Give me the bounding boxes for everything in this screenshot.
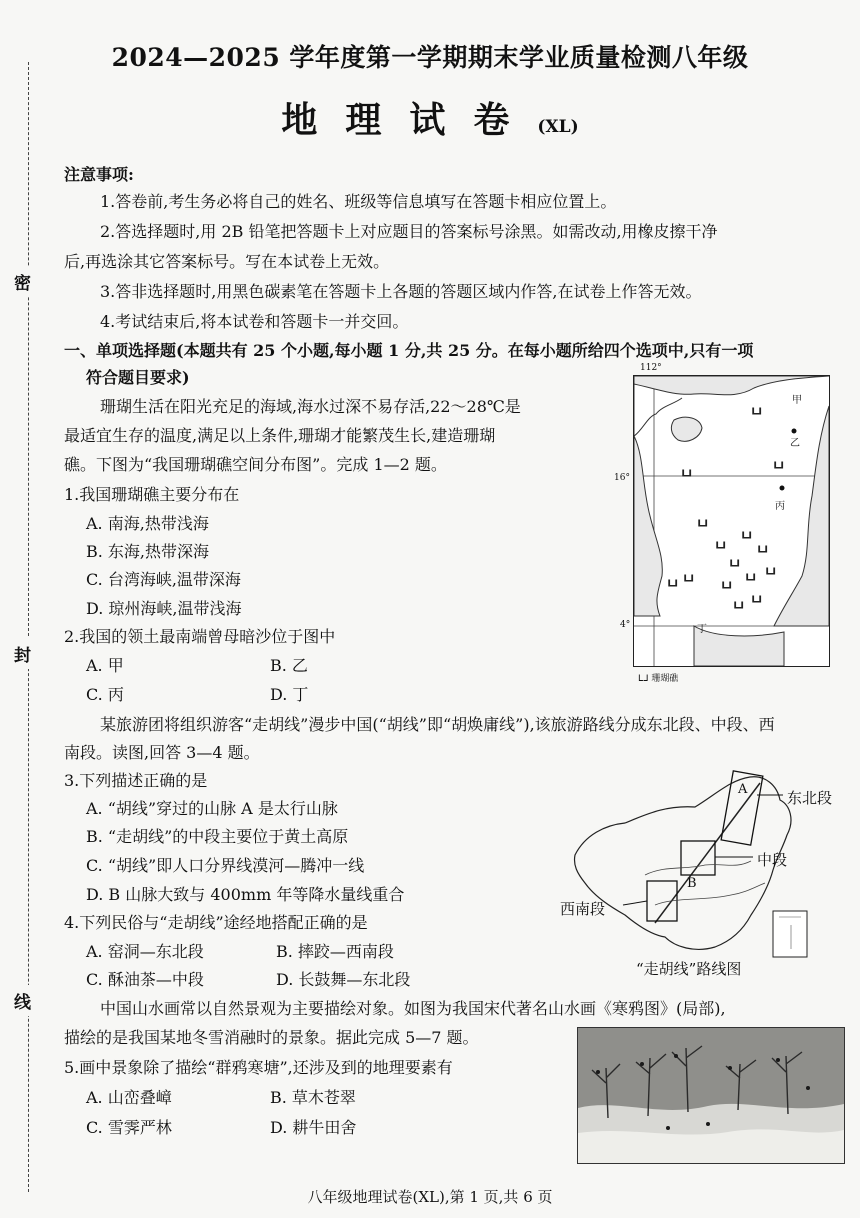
notice-item: 1.答卷前,考生务必将自己的姓名、班级等信息填写在答题卡相应位置上。 (100, 192, 617, 211)
map-legend (638, 671, 678, 684)
answer-option: B. 摔跤—西南段 (276, 942, 394, 961)
page-footer: 八年级地理试卷(XL),第 1 页,共 6 页 (307, 1188, 553, 1206)
answer-option: D. 丁 (270, 685, 309, 704)
point-bing-marker (780, 486, 785, 491)
svg-text:ᒪᒧ: ᒪᒧ (766, 567, 776, 576)
svg-text:ᒪᒧ: ᒪᒧ (742, 531, 752, 540)
notice-heading: 注意事项: (64, 165, 134, 184)
question-stem: 3.下列描述正确的是 (64, 771, 208, 790)
mountain-label-b: B (687, 876, 697, 891)
answer-option: C. 酥油茶—中段 (86, 970, 204, 989)
notice-item: 2.答选择题时,用 2B 铅笔把答题卡上对应题目的答案标号涂黑。如需改动,用橡皮擦干净 (100, 222, 718, 241)
answer-option: A. 窑洞—东北段 (86, 942, 204, 961)
painting-graphic (578, 1028, 844, 1163)
point-yi-marker (792, 429, 797, 434)
hu-line-map-caption: “走胡线”路线图 (636, 960, 742, 978)
svg-text:ᒪᒧ: ᒪᒧ (730, 559, 740, 568)
answer-option: B. 乙 (270, 656, 308, 675)
answer-option: B. 草木苍翠 (270, 1088, 356, 1107)
subject-name: 地理试卷 (281, 99, 538, 141)
section-heading-cont: 符合题目要求) (86, 368, 190, 387)
cold-crows-painting (577, 1027, 845, 1164)
map-latitude-label: 4° (620, 620, 631, 630)
answer-option: C. 丙 (86, 685, 124, 704)
exam-header-title: 2024—2025 学年度第一学期期末学业质量检测八年级 (111, 43, 749, 72)
svg-text:ᒪᒧ: ᒪᒧ (746, 573, 756, 582)
svg-text:ᒪᒧ: ᒪᒧ (734, 601, 744, 610)
subject-suffix: (XL) (537, 117, 579, 137)
question-stem: 4.下列民俗与“走胡线”途经地搭配正确的是 (64, 913, 368, 932)
passage-line: 珊瑚生活在阳光充足的海域,海水过深不易存活,22～28℃是 (100, 397, 521, 416)
notice-item: 4.考试结束后,将本试卷和答题卡一并交回。 (100, 312, 409, 331)
answer-option: C. 台湾海峡,温带深海 (86, 570, 241, 589)
passage-line: 描绘的是我国某地冬雪消融时的景象。据此完成 5—7 题。 (64, 1028, 479, 1047)
margin-label-feng: 封 (14, 638, 31, 669)
answer-option: D. B 山脉大致与 400mm 年等降水量线重合 (86, 885, 405, 904)
margin-label-mi: 密 (14, 266, 31, 297)
question-stem: 2.我国的领土最南端曾母暗沙位于图中 (64, 627, 336, 646)
answer-option: C. “胡线”即人口分界线漠河—腾冲一线 (86, 856, 365, 875)
mountain-label-a: A (738, 782, 748, 797)
passage-line: 中国山水画常以自然景观为主要描绘对象。如图为我国宋代著名山水画《寒鸦图》(局部), (100, 999, 726, 1018)
svg-text:ᒪᒧ: ᒪᒧ (682, 469, 692, 478)
coral-reef-map-graphic (634, 376, 829, 666)
svg-text:ᒪᒧ: ᒪᒧ (752, 595, 762, 604)
answer-option: A. 山峦叠嶂 (86, 1088, 172, 1107)
answer-option: B. “走胡线”的中段主要位于黄土高原 (86, 827, 349, 846)
map-label-jia: 甲 (792, 395, 802, 406)
margin-label-xian: 线 (14, 985, 31, 1016)
binding-margin-line (28, 62, 29, 1192)
map-label-yi: 乙 (790, 438, 800, 449)
section-heading: 一、单项选择题(本题共有 25 个小题,每小题 1 分,共 25 分。在每小题所给四个选项中,只有一项 (64, 341, 754, 360)
answer-option: B. 东海,热带深海 (86, 542, 210, 561)
question-stem: 5.画中景象除了描绘“群鸦寒塘”,还涉及到的地理要素有 (64, 1058, 453, 1077)
passage-line: 某旅游团将组织游客“走胡线”漫步中国(“胡线”即“胡焕庸线”),该旅游路线分成东北段、中段、西 (100, 715, 775, 734)
answer-option: A. 南海,热带浅海 (86, 514, 209, 533)
coral-reef-map (633, 375, 830, 667)
answer-option: C. 雪霁严林 (86, 1118, 172, 1137)
svg-text:ᒪᒧ: ᒪᒧ (684, 574, 694, 583)
answer-option: D. 耕牛田舍 (270, 1118, 357, 1137)
question-stem: 1.我国珊瑚礁主要分布在 (64, 485, 240, 504)
svg-text:ᒪᒧ: ᒪᒧ (668, 579, 678, 588)
map-latitude-label: 16° (614, 473, 630, 483)
segment-label-middle: 中段 (757, 851, 788, 869)
passage-line: 最适宜生存的温度,满足以上条件,珊瑚才能繁茂生长,建造珊瑚 (64, 426, 496, 445)
svg-text:ᒪᒧ: ᒪᒧ (716, 541, 726, 550)
map-longitude-label: 112° (640, 363, 662, 373)
segment-label-southwest: 西南段 (560, 900, 606, 918)
segment-label-northeast: 东北段 (787, 789, 833, 807)
answer-option: A. “胡线”穿过的山脉 A 是太行山脉 (86, 799, 338, 818)
svg-text:ᒪᒧ: ᒪᒧ (722, 581, 732, 590)
coral-reef-legend-icon: ᒪᒧ (638, 674, 652, 684)
map-legend-label: 珊瑚礁 (651, 674, 679, 684)
answer-option: D. 琼州海峡,温带浅海 (86, 599, 242, 618)
svg-text:ᒪᒧ: ᒪᒧ (698, 519, 708, 528)
notice-item: 3.答非选择题时,用黑色碳素笔在答题卡上各题的答题区域内作答,在试卷上作答无效。 (100, 282, 702, 301)
map-label-ding: 丁 (697, 624, 707, 635)
answer-option: A. 甲 (86, 656, 124, 675)
subject-title (0, 92, 860, 143)
svg-text:ᒪᒧ: ᒪᒧ (758, 545, 768, 554)
answer-option: D. 长鼓舞—东北段 (276, 970, 411, 989)
svg-text:ᒪᒧ: ᒪᒧ (774, 461, 784, 470)
svg-text:ᒪᒧ: ᒪᒧ (752, 407, 762, 416)
passage-line: 南段。读图,回答 3—4 题。 (64, 743, 260, 762)
notice-item: 后,再选涂其它答案标号。写在本试卷上无效。 (64, 252, 390, 271)
map-label-bing: 丙 (775, 501, 785, 512)
passage-line: 礁。下图为“我国珊瑚礁空间分布图”。完成 1—2 题。 (64, 455, 447, 474)
